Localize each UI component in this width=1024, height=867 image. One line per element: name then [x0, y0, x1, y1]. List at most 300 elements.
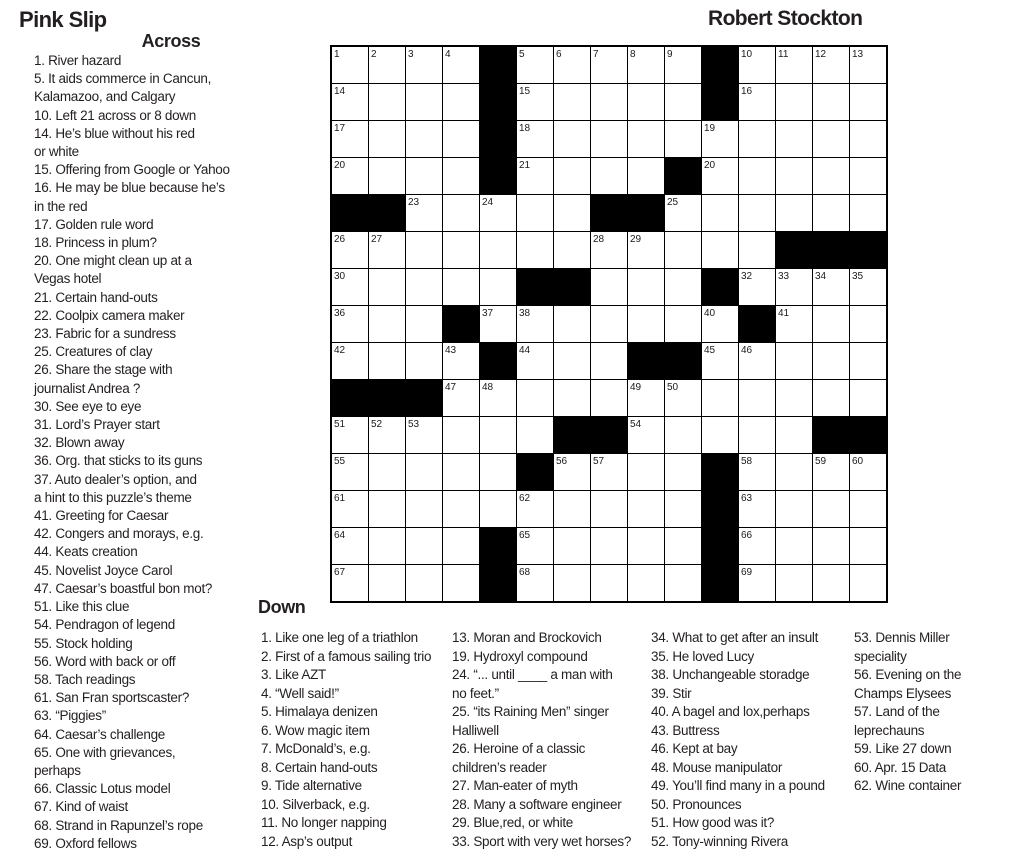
grid-cell[interactable]	[665, 454, 702, 491]
grid-cell[interactable]	[517, 46, 554, 84]
clue-20: 20. One might clean up at a	[34, 253, 192, 269]
grid-cell[interactable]	[554, 528, 591, 565]
grid-cell[interactable]	[813, 84, 850, 121]
grid-cell[interactable]	[591, 121, 628, 158]
grid-cell[interactable]	[739, 417, 776, 454]
black-cell	[702, 454, 739, 491]
grid-cell[interactable]	[850, 84, 888, 121]
grid-cell[interactable]	[443, 195, 480, 232]
grid-cell[interactable]	[813, 528, 850, 565]
clue-36: 36. Org. that sticks to its guns	[34, 453, 203, 469]
grid-cell[interactable]	[331, 343, 369, 380]
cell-number: 42	[334, 345, 346, 356]
cell-number: 4	[445, 49, 451, 60]
grid-cell[interactable]	[739, 46, 776, 84]
grid-cell[interactable]	[443, 46, 480, 84]
grid-cell[interactable]	[665, 528, 702, 565]
grid-cell[interactable]	[628, 121, 665, 158]
grid-cell[interactable]	[776, 195, 813, 232]
grid-cell[interactable]	[776, 565, 813, 603]
grid-cell[interactable]	[591, 84, 628, 121]
grid-cell[interactable]	[554, 121, 591, 158]
grid-cell[interactable]	[739, 528, 776, 565]
cell-number: 63	[741, 493, 753, 504]
grid-cell[interactable]	[369, 565, 406, 603]
black-cell	[480, 84, 517, 121]
grid-cell[interactable]	[776, 46, 813, 84]
clue-25: 25. Creatures of clay	[34, 344, 153, 360]
grid-cell[interactable]	[628, 306, 665, 343]
clue-18: 18. Princess in plum?	[34, 235, 157, 251]
grid-cell[interactable]	[331, 158, 369, 195]
grid-cell[interactable]	[628, 232, 665, 269]
grid-cell[interactable]	[443, 84, 480, 121]
grid-cell[interactable]	[813, 565, 850, 603]
cell-number: 24	[482, 197, 494, 208]
grid-cell[interactable]	[331, 417, 369, 454]
grid-cell[interactable]	[850, 528, 888, 565]
black-cell	[702, 84, 739, 121]
grid-cell[interactable]	[554, 195, 591, 232]
grid-cell[interactable]	[443, 380, 480, 417]
grid-cell[interactable]	[813, 158, 850, 195]
grid-cell[interactable]	[850, 46, 888, 84]
grid-cell[interactable]	[628, 565, 665, 603]
grid-cell[interactable]	[813, 121, 850, 158]
grid-cell[interactable]	[406, 232, 443, 269]
clue-34: 34. What to get after an insult	[651, 630, 819, 645]
grid-cell[interactable]	[591, 380, 628, 417]
cell-number: 3	[408, 49, 414, 60]
cell-number: 36	[334, 308, 346, 319]
grid-cell[interactable]	[665, 306, 702, 343]
grid-cell[interactable]	[813, 195, 850, 232]
grid-cell[interactable]	[739, 380, 776, 417]
grid-cell[interactable]	[369, 121, 406, 158]
grid-cell[interactable]	[554, 380, 591, 417]
grid-cell[interactable]	[776, 269, 813, 306]
grid-cell[interactable]	[406, 158, 443, 195]
grid-cell[interactable]	[554, 306, 591, 343]
clue-17: 17. Golden rule word	[34, 216, 154, 232]
grid-cell[interactable]	[850, 380, 888, 417]
grid-cell[interactable]	[517, 491, 554, 528]
grid-cell[interactable]	[443, 565, 480, 603]
clue-40: 40. A bagel and lox,perhaps	[651, 704, 810, 719]
grid-cell[interactable]	[517, 84, 554, 121]
clue-25: 25. “its Raining Men” singer	[452, 704, 609, 719]
down-heading: Down	[258, 597, 306, 617]
cell-number: 54	[630, 419, 642, 430]
grid-cell[interactable]	[591, 491, 628, 528]
clue-25-continuation: Halliwell	[452, 722, 499, 738]
grid-cell[interactable]	[665, 46, 702, 84]
cell-number: 18	[519, 123, 531, 134]
down-clues-col-4	[854, 629, 961, 796]
grid-cell[interactable]	[776, 454, 813, 491]
grid-cell[interactable]	[850, 565, 888, 603]
black-cell	[702, 46, 739, 84]
cell-number: 45	[704, 345, 716, 356]
cell-number: 66	[741, 530, 753, 541]
grid-cell[interactable]	[331, 454, 369, 491]
cell-number: 40	[704, 308, 716, 319]
grid-cell[interactable]	[517, 528, 554, 565]
black-cell	[591, 417, 628, 454]
grid-cell[interactable]	[665, 121, 702, 158]
clue-53-continuation: speciality	[854, 648, 907, 664]
grid-cell[interactable]	[702, 158, 739, 195]
grid-cell[interactable]	[554, 232, 591, 269]
cell-number: 37	[482, 308, 494, 319]
clue-19: 19. Hydroxyl compound	[452, 648, 588, 664]
grid-cell[interactable]	[591, 269, 628, 306]
clue-56-continuation: Champs Elysees	[854, 685, 952, 701]
cell-number: 20	[334, 160, 346, 171]
grid-cell[interactable]	[443, 232, 480, 269]
black-cell	[517, 454, 554, 491]
clue-20-continuation: Vegas hotel	[34, 271, 102, 287]
grid-row	[331, 84, 887, 121]
black-cell	[850, 417, 888, 454]
grid-cell[interactable]	[443, 121, 480, 158]
grid-cell[interactable]	[517, 232, 554, 269]
black-cell	[813, 417, 850, 454]
clue-38: 38. Unchangeable storadge	[651, 667, 810, 682]
grid-cell[interactable]	[665, 417, 702, 454]
grid-cell[interactable]	[850, 491, 888, 528]
grid-cell[interactable]	[331, 528, 369, 565]
grid-cell[interactable]	[776, 343, 813, 380]
grid-cell[interactable]	[628, 491, 665, 528]
cell-number: 10	[741, 49, 753, 60]
grid-cell[interactable]	[739, 343, 776, 380]
clue-57: 57. Land of the	[854, 704, 940, 719]
grid-cell[interactable]	[776, 158, 813, 195]
cell-number: 16	[741, 86, 753, 97]
grid-cell[interactable]	[517, 380, 554, 417]
clue-14-continuation: or white	[34, 144, 79, 160]
grid-row	[331, 565, 887, 603]
clue-48: 48. Mouse manipulator	[651, 759, 783, 775]
grid-cell[interactable]	[554, 84, 591, 121]
grid-cell[interactable]	[665, 269, 702, 306]
grid-cell[interactable]	[480, 491, 517, 528]
clue-24-continuation: no feet.”	[452, 685, 499, 701]
grid-cell[interactable]	[369, 158, 406, 195]
cell-number: 5	[519, 49, 525, 60]
grid-cell[interactable]	[628, 380, 665, 417]
grid-cell[interactable]	[813, 491, 850, 528]
grid-cell[interactable]	[369, 417, 406, 454]
grid-cell[interactable]	[702, 121, 739, 158]
grid-cell[interactable]	[591, 232, 628, 269]
grid-cell[interactable]	[517, 195, 554, 232]
grid-cell[interactable]	[554, 158, 591, 195]
grid-cell[interactable]	[628, 84, 665, 121]
clue-58: 58. Tach readings	[34, 671, 136, 687]
down-clues-col-1	[261, 629, 431, 851]
black-cell	[702, 528, 739, 565]
grid-cell[interactable]	[443, 528, 480, 565]
grid-cell[interactable]	[369, 84, 406, 121]
grid-cell[interactable]	[480, 269, 517, 306]
grid-cell[interactable]	[517, 306, 554, 343]
black-cell	[480, 121, 517, 158]
grid-cell[interactable]	[628, 417, 665, 454]
cell-number: 1	[334, 49, 340, 60]
grid-cell[interactable]	[517, 565, 554, 603]
grid-cell[interactable]	[406, 306, 443, 343]
cell-number: 30	[334, 271, 346, 282]
grid-cell[interactable]	[591, 46, 628, 84]
across-heading: Across	[141, 31, 201, 51]
grid-cell[interactable]	[628, 269, 665, 306]
grid-row	[331, 46, 887, 84]
clue-52: 52. Tony-winning Rivera	[651, 833, 788, 849]
grid-cell[interactable]	[331, 232, 369, 269]
cell-number: 11	[778, 49, 789, 60]
grid-cell[interactable]	[517, 343, 554, 380]
grid-cell[interactable]	[406, 528, 443, 565]
grid-cell[interactable]	[739, 84, 776, 121]
grid-cell[interactable]	[554, 46, 591, 84]
clue-43: 43. Buttress	[651, 722, 720, 738]
grid-cell[interactable]	[331, 46, 369, 84]
grid-cell[interactable]	[739, 269, 776, 306]
grid-cell[interactable]	[702, 343, 739, 380]
grid-cell[interactable]	[331, 491, 369, 528]
grid-cell[interactable]	[443, 158, 480, 195]
grid-cell[interactable]	[517, 158, 554, 195]
grid-cell[interactable]	[628, 454, 665, 491]
grid-cell[interactable]	[739, 195, 776, 232]
grid-cell[interactable]	[665, 491, 702, 528]
grid-cell[interactable]	[517, 417, 554, 454]
cell-number: 27	[371, 234, 383, 245]
grid-cell[interactable]	[850, 269, 888, 306]
clue-13: 13. Moran and Brockovich	[452, 630, 602, 645]
grid-cell[interactable]	[813, 380, 850, 417]
grid-cell[interactable]	[369, 343, 406, 380]
grid-cell[interactable]	[739, 158, 776, 195]
black-cell	[443, 306, 480, 343]
grid-cell[interactable]	[813, 306, 850, 343]
grid-cell[interactable]	[813, 454, 850, 491]
grid-cell[interactable]	[406, 565, 443, 603]
clue-1: 1. Like one leg of a triathlon	[261, 630, 418, 645]
grid-cell[interactable]	[776, 491, 813, 528]
grid-row	[331, 454, 887, 491]
grid-cell[interactable]	[665, 84, 702, 121]
cell-number: 41	[778, 308, 790, 319]
cell-number: 64	[334, 530, 346, 541]
clue-26: 26. Heroine of a classic	[452, 741, 586, 756]
grid-cell[interactable]	[776, 121, 813, 158]
grid-cell[interactable]	[406, 121, 443, 158]
grid-cell[interactable]	[480, 306, 517, 343]
cell-number: 65	[519, 530, 531, 541]
black-cell	[665, 343, 702, 380]
clue-64: 64. Caesar’s challenge	[34, 726, 165, 742]
grid-cell[interactable]	[517, 121, 554, 158]
grid-cell[interactable]	[369, 306, 406, 343]
cell-number: 51	[334, 419, 346, 430]
grid-cell[interactable]	[850, 306, 888, 343]
black-cell	[591, 195, 628, 232]
grid-cell[interactable]	[665, 380, 702, 417]
grid-cell[interactable]	[776, 528, 813, 565]
grid-cell[interactable]	[591, 306, 628, 343]
grid-cell[interactable]	[369, 232, 406, 269]
grid-cell[interactable]	[739, 565, 776, 603]
clue-33: 33. Sport with very wet horses?	[452, 833, 632, 849]
black-cell	[665, 158, 702, 195]
cell-number: 12	[815, 49, 827, 60]
cell-number: 48	[482, 382, 494, 393]
clue-16-continuation: in the red	[34, 198, 88, 214]
black-cell	[480, 343, 517, 380]
black-cell	[628, 343, 665, 380]
grid-cell[interactable]	[628, 158, 665, 195]
grid-cell[interactable]	[591, 343, 628, 380]
grid-cell[interactable]	[628, 46, 665, 84]
grid-cell[interactable]	[739, 121, 776, 158]
crossword-grid	[330, 45, 888, 603]
clue-23: 23. Fabric for a sundress	[34, 326, 176, 342]
clue-59: 59. Like 27 down	[854, 741, 952, 756]
clue-65-continuation: perhaps	[34, 762, 81, 778]
clue-15: 15. Offering from Google or Yahoo	[34, 162, 230, 178]
grid-cell[interactable]	[665, 565, 702, 603]
grid-cell[interactable]	[665, 232, 702, 269]
black-cell	[628, 195, 665, 232]
grid-cell[interactable]	[406, 417, 443, 454]
clue-26: 26. Share the stage with	[34, 362, 173, 378]
grid-cell[interactable]	[406, 195, 443, 232]
grid-cell[interactable]	[443, 417, 480, 454]
grid-cell[interactable]	[739, 491, 776, 528]
grid-cell[interactable]	[850, 158, 888, 195]
grid-cell[interactable]	[739, 454, 776, 491]
grid-cell[interactable]	[628, 528, 665, 565]
down-clues-col-2	[452, 629, 631, 851]
grid-cell[interactable]	[331, 121, 369, 158]
grid-cell[interactable]	[813, 343, 850, 380]
grid-cell[interactable]	[554, 454, 591, 491]
cell-number: 47	[445, 382, 457, 393]
grid-cell[interactable]	[369, 269, 406, 306]
clue-8: 8. Certain hand-outs	[261, 759, 378, 775]
clue-12: 12. Asp’s output	[261, 833, 353, 849]
grid-row	[331, 343, 887, 380]
grid-cell[interactable]	[406, 491, 443, 528]
clue-50: 50. Pronounces	[651, 796, 742, 812]
grid-cell[interactable]	[480, 195, 517, 232]
grid-cell[interactable]	[702, 417, 739, 454]
grid-cell[interactable]	[776, 306, 813, 343]
grid-cell[interactable]	[591, 528, 628, 565]
grid-cell[interactable]	[591, 158, 628, 195]
grid-cell[interactable]	[406, 46, 443, 84]
clue-44: 44. Keats creation	[34, 544, 138, 560]
grid-cell[interactable]	[480, 417, 517, 454]
grid-cell[interactable]	[591, 454, 628, 491]
grid-cell[interactable]	[554, 565, 591, 603]
clue-35: 35. He loved Lucy	[651, 648, 754, 664]
grid-cell[interactable]	[480, 232, 517, 269]
grid-cell[interactable]	[702, 232, 739, 269]
grid-cell[interactable]	[331, 306, 369, 343]
grid-cell[interactable]	[554, 491, 591, 528]
grid-cell[interactable]	[443, 343, 480, 380]
grid-cell[interactable]	[331, 269, 369, 306]
grid-cell[interactable]	[331, 84, 369, 121]
grid-cell[interactable]	[554, 343, 591, 380]
black-cell	[369, 195, 406, 232]
clue-54: 54. Pendragon of legend	[34, 617, 175, 633]
grid-cell[interactable]	[331, 565, 369, 603]
cell-number: 19	[704, 123, 716, 134]
grid-cell[interactable]	[776, 84, 813, 121]
clue-24: 24. “... until ____ a man with	[452, 667, 613, 682]
grid-cell[interactable]	[369, 46, 406, 84]
puzzle-author: Robert Stockton	[708, 7, 863, 30]
grid-cell[interactable]	[480, 380, 517, 417]
grid-cell[interactable]	[850, 121, 888, 158]
grid-cell[interactable]	[443, 454, 480, 491]
clue-45: 45. Novelist Joyce Carol	[34, 562, 173, 578]
grid-cell[interactable]	[850, 454, 888, 491]
grid-cell[interactable]	[702, 306, 739, 343]
grid-cell[interactable]	[776, 380, 813, 417]
grid-cell[interactable]	[406, 454, 443, 491]
grid-cell[interactable]	[443, 491, 480, 528]
grid-cell[interactable]	[369, 454, 406, 491]
grid-cell[interactable]	[480, 454, 517, 491]
cell-number: 44	[519, 345, 531, 356]
clue-61: 61. San Fran sportscaster?	[34, 690, 190, 706]
grid-cell[interactable]	[702, 380, 739, 417]
clue-14: 14. He’s blue without his red	[34, 125, 195, 141]
grid-cell[interactable]	[369, 528, 406, 565]
grid-cell[interactable]	[813, 269, 850, 306]
grid-cell[interactable]	[406, 343, 443, 380]
black-cell	[850, 232, 888, 269]
clue-46: 46. Kept at bay	[651, 741, 738, 756]
grid-cell[interactable]	[813, 46, 850, 84]
grid-cell[interactable]	[665, 195, 702, 232]
grid-cell[interactable]	[739, 232, 776, 269]
grid-cell[interactable]	[850, 343, 888, 380]
grid-cell[interactable]	[406, 269, 443, 306]
clue-16: 16. He may be blue because he’s	[34, 180, 225, 196]
grid-cell[interactable]	[406, 84, 443, 121]
grid-cell[interactable]	[702, 195, 739, 232]
clue-56: 56. Word with back or off	[34, 653, 176, 669]
grid-cell[interactable]	[369, 491, 406, 528]
grid-cell[interactable]	[443, 269, 480, 306]
black-cell	[406, 380, 443, 417]
black-cell	[480, 158, 517, 195]
grid-cell[interactable]	[591, 565, 628, 603]
black-cell	[369, 380, 406, 417]
black-cell	[331, 195, 369, 232]
cell-number: 56	[556, 456, 568, 467]
cell-number: 29	[630, 234, 642, 245]
grid-cell[interactable]	[850, 195, 888, 232]
grid-cell[interactable]	[776, 417, 813, 454]
